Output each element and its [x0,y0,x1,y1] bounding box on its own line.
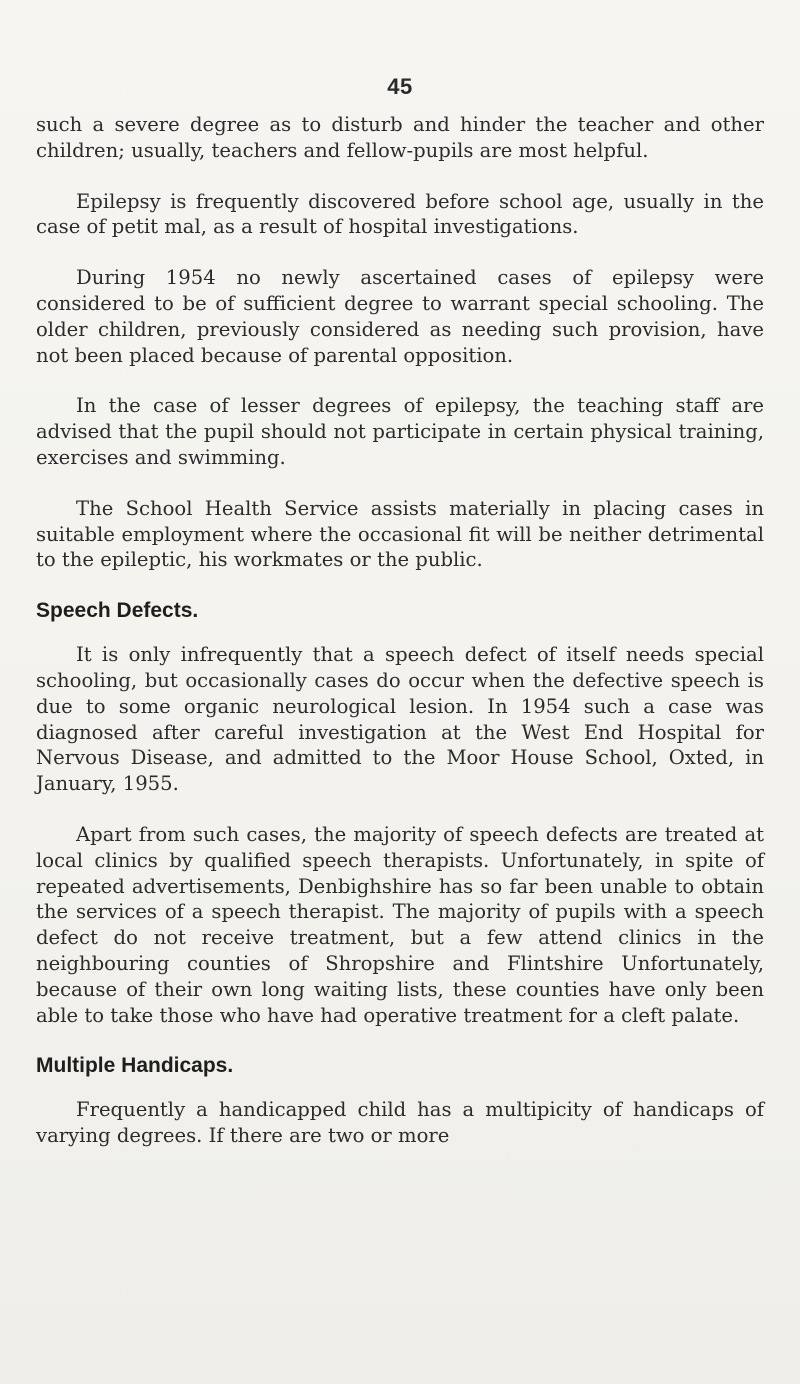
paragraph-employment: The School Health Service assists materially in placing cases in suitable employment where the occasional fit will be neither detrimental to the epileptic, his workmates or the public. [36,496,764,572]
page-number: 45 [387,74,413,99]
paragraph-lesser-degrees: In the case of lesser degrees of epilepsy, the teaching staff are advised that the pupil should not participate in certain physical training, exercises and swimming. [36,394,764,469]
paragraph-speech-therapists: Apart from such cases, the majority of speech defects are treated at local clinics by qualified speech therapists. Unfortunately, in spite of repeated advertisements, Denbighshire has so far been unable to obtain the services of a speech therapist. The majority of pupils with a speech defect do not receive treatment, but a few attend clinics in the neighbouring counties of Shropshire and Flintshire Unfortunately, because of their own long waiting lists, these counties have only been able to take those who have had operative treatment for a cleft palate. [36,822,764,1027]
paragraph-epilepsy-discovery: Epilepsy is frequently discovered before school age, usually in the case of petit mal, as a result of hospital investigations. [36,189,764,239]
paragraph-speech-defect-schooling: It is only infrequently that a speech defect of itself needs special schooling, but occasionally cases do occur when the defective speech is due to some organic neurological lesion. In 1954 such a case was diagnosed after careful investigation at the West End Hospital for Nervous Disease, and admitted to the Moor House School, Oxted, in January, 1955. [36,643,764,796]
document-body [36,112,764,1174]
paragraph-multiple-handicaps: Frequently a handicapped child has a multipicity of handicaps of varying degrees. If there are two or more [36,1098,764,1148]
paragraph-teacher-help: such a severe degree as to disturb and hinder the teacher and other children; usually, teachers and fellow-pupils are most helpful. [36,113,764,162]
heading-multiple-handicaps: Multiple Handicaps. [36,1054,234,1078]
heading-speech-defects: Speech Defects. [36,599,199,623]
paragraph-1954-cases: During 1954 no newly ascertained cases of epilepsy were considered to be of sufficient degree to warrant special schooling. The older children, previously considered as needing such provision, have not been placed because of parental opposition. [36,266,764,367]
